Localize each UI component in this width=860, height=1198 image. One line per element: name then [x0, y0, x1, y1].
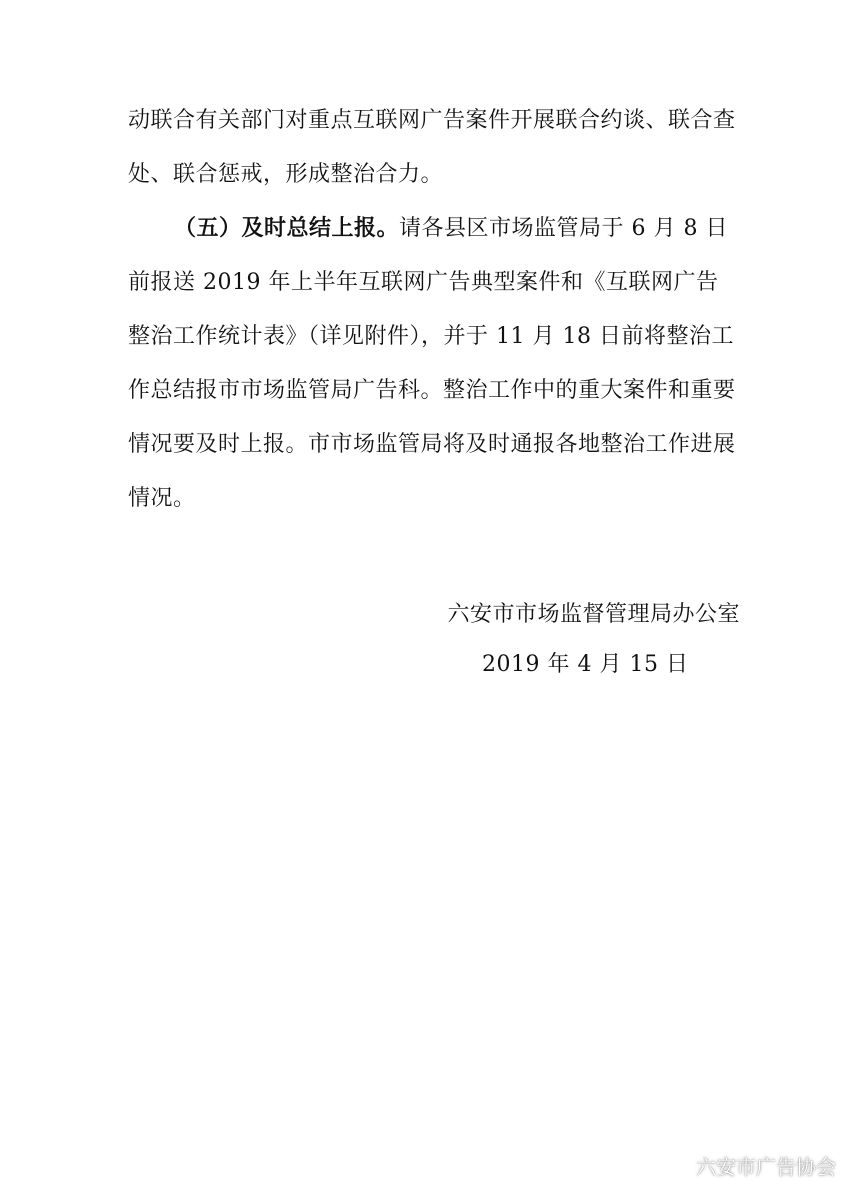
signature-block — [430, 590, 740, 690]
paragraph-report — [128, 202, 738, 526]
document-body — [128, 94, 738, 526]
issuer-name: 六安市市场监督管理局办公室 — [447, 602, 740, 627]
watermark — [660, 1151, 836, 1180]
issue-date: 2019 年 4 月 15 日 — [482, 652, 689, 677]
paragraph-joint-action: 动联合有关部门对重点互联网广告案件开展联合约谈、联合查处、联合惩戒，形成整治合力。 — [128, 108, 736, 187]
section-body: 请各县区市场监管局于 6 月 8 日前报送 2019 年上半年互联网广告典型案件和《互联网广告整治工作统计表》（详见附件），并于 11 月 18 日前将整治工作总结报市市场监管局广告科。整治工作中的重大案件和重要情况要及时上报。市市场监管局将及时通报各地整治工作进展情况。 — [128, 216, 736, 511]
section-heading: （五）及时总结上报。 — [174, 216, 400, 241]
watermark-text: 六安市广告协会 — [696, 1155, 836, 1179]
wechat-icon — [660, 1154, 688, 1178]
